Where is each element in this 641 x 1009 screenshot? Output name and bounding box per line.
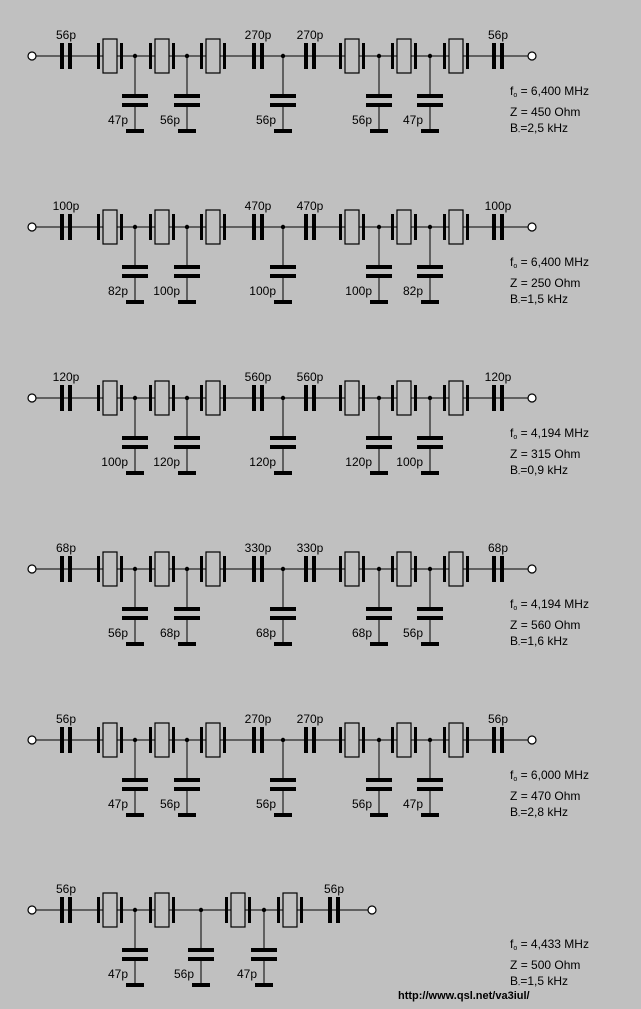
ground-symbol	[274, 642, 292, 646]
ground-symbol	[178, 471, 196, 475]
junction-dot	[428, 738, 432, 742]
ground-symbol	[370, 813, 388, 817]
junction-dot	[428, 396, 432, 400]
junction-dot	[377, 567, 381, 571]
series-capacitor	[56, 882, 76, 923]
junction-dot	[133, 738, 137, 742]
shunt-capacitor-label: 56p	[402, 626, 423, 640]
ground-symbol	[274, 813, 292, 817]
output-terminal	[528, 565, 536, 573]
shunt-capacitor-label: 68p	[159, 626, 180, 640]
input-terminal	[28, 736, 36, 744]
series-capacitor-label: 56p	[55, 712, 77, 726]
series-capacitor	[245, 712, 272, 753]
ground-symbol	[274, 471, 292, 475]
ground-symbol	[370, 129, 388, 133]
filter-circuit-4	[28, 541, 536, 646]
series-capacitor	[485, 199, 512, 240]
ground-symbol	[370, 300, 388, 304]
ground-symbol	[178, 642, 196, 646]
ground-symbol	[274, 300, 292, 304]
shunt-capacitor-label: 47p	[107, 113, 128, 127]
series-capacitor-label: 270p	[296, 28, 324, 42]
series-capacitor-label: 560p	[296, 370, 324, 384]
junction-dot	[377, 54, 381, 58]
output-terminal	[528, 223, 536, 231]
junction-dot	[281, 54, 285, 58]
ground-symbol	[255, 983, 273, 987]
series-capacitor-label: 270p	[244, 28, 272, 42]
shunt-capacitor-label: 68p	[351, 626, 372, 640]
shunt-capacitor-label: 100p	[153, 284, 180, 298]
series-capacitor	[297, 541, 324, 582]
series-capacitor-label: 270p	[244, 712, 272, 726]
filter-1-params: $f_o = 6,400$ MHz Z = 450 Ohm $B_-=2,5$ kHz	[510, 84, 589, 136]
series-capacitor	[53, 199, 80, 240]
shunt-capacitor	[249, 227, 296, 304]
junction-dot	[185, 567, 189, 571]
series-capacitor-label: 56p	[55, 882, 77, 896]
shunt-capacitor-label: 56p	[159, 113, 180, 127]
ground-symbol	[126, 129, 144, 133]
series-capacitor	[56, 541, 76, 582]
ground-symbol	[274, 129, 292, 133]
junction-dot	[377, 738, 381, 742]
ground-symbol	[192, 983, 210, 987]
junction-dot	[133, 396, 137, 400]
junction-dot	[185, 396, 189, 400]
series-capacitor	[56, 28, 76, 69]
shunt-capacitor-label: 56p	[351, 113, 372, 127]
series-capacitor-label: 330p	[296, 541, 324, 555]
series-capacitor	[297, 712, 324, 753]
junction-dot	[428, 225, 432, 229]
series-capacitor-label: 120p	[52, 370, 80, 384]
filter-5-params: $f_o = 6,000$ MHz Z = 470 Ohm $B_-=2,8$ kHz	[510, 768, 589, 820]
series-capacitor	[245, 199, 272, 240]
series-capacitor-label: 56p	[55, 28, 77, 42]
ground-symbol	[421, 129, 439, 133]
filter-circuit-2	[28, 199, 536, 304]
series-capacitor	[324, 882, 344, 923]
output-terminal	[528, 394, 536, 402]
series-capacitor	[488, 28, 508, 69]
filter-4-params: $f_o = 4,194$ MHz Z = 560 Ohm $B_-=1,6$ kHz	[510, 597, 589, 649]
filter-6-params: $f_o = 4,433$ MHz Z = 500 Ohm $B_-=1,5$ kHz	[510, 937, 589, 989]
series-capacitor	[245, 541, 272, 582]
series-capacitor	[297, 370, 324, 411]
series-capacitor-label: 100p	[484, 199, 512, 213]
shunt-capacitor-label: 100p	[396, 455, 423, 469]
output-terminal	[528, 52, 536, 60]
junction-dot	[281, 396, 285, 400]
series-capacitor-label: 270p	[296, 712, 324, 726]
shunt-capacitor-label: 120p	[249, 455, 276, 469]
series-capacitor	[53, 370, 80, 411]
junction-dot	[199, 908, 203, 912]
junction-dot	[281, 225, 285, 229]
series-capacitor-label: 56p	[487, 28, 509, 42]
shunt-capacitor	[174, 910, 214, 987]
ground-symbol	[126, 813, 144, 817]
shunt-capacitor-label: 56p	[255, 113, 276, 127]
junction-dot	[185, 54, 189, 58]
series-capacitor	[297, 28, 324, 69]
ground-symbol	[370, 471, 388, 475]
ground-symbol	[421, 300, 439, 304]
filter-circuit-6	[28, 882, 376, 987]
junction-dot	[133, 225, 137, 229]
junction-dot	[185, 225, 189, 229]
shunt-capacitor	[249, 398, 296, 475]
shunt-capacitor-label: 47p	[402, 113, 423, 127]
ground-symbol	[126, 300, 144, 304]
series-capacitor	[56, 712, 76, 753]
filter-circuit-1	[28, 28, 536, 133]
filter-3-params: $f_o = 4,194$ MHz Z = 315 Ohm $B_-=0,9$ kHz	[510, 426, 589, 478]
output-terminal	[368, 906, 376, 914]
shunt-capacitor-label: 56p	[351, 797, 372, 811]
series-capacitor	[488, 712, 508, 753]
filter-circuit-3	[28, 370, 536, 475]
series-capacitor-label: 100p	[52, 199, 80, 213]
ground-symbol	[126, 983, 144, 987]
series-capacitor-label: 330p	[244, 541, 272, 555]
shunt-capacitor-label: 82p	[107, 284, 128, 298]
ground-symbol	[178, 129, 196, 133]
junction-dot	[377, 225, 381, 229]
series-capacitor	[245, 370, 272, 411]
series-capacitor	[488, 541, 508, 582]
input-terminal	[28, 565, 36, 573]
ground-symbol	[178, 300, 196, 304]
junction-dot	[428, 567, 432, 571]
input-terminal	[28, 52, 36, 60]
series-capacitor	[245, 28, 272, 69]
junction-dot	[262, 908, 266, 912]
junction-dot	[377, 396, 381, 400]
junction-dot	[281, 567, 285, 571]
ground-symbol	[126, 642, 144, 646]
ground-symbol	[421, 642, 439, 646]
shunt-capacitor-label: 56p	[173, 967, 194, 981]
shunt-capacitor-label: 47p	[236, 967, 257, 981]
series-capacitor-label: 470p	[296, 199, 324, 213]
shunt-capacitor-label: 120p	[345, 455, 372, 469]
ground-symbol	[370, 642, 388, 646]
input-terminal	[28, 394, 36, 402]
ground-symbol	[126, 471, 144, 475]
series-capacitor-label: 56p	[487, 712, 509, 726]
shunt-capacitor-label: 56p	[159, 797, 180, 811]
shunt-capacitor-label: 68p	[255, 626, 276, 640]
shunt-capacitor-label: 47p	[107, 797, 128, 811]
series-capacitor-label: 68p	[55, 541, 77, 555]
junction-dot	[428, 54, 432, 58]
input-terminal	[28, 223, 36, 231]
series-capacitor-label: 56p	[323, 882, 345, 896]
series-capacitor	[297, 199, 324, 240]
shunt-capacitor-label: 47p	[107, 967, 128, 981]
series-capacitor-label: 470p	[244, 199, 272, 213]
series-capacitor-label: 68p	[487, 541, 509, 555]
junction-dot	[185, 738, 189, 742]
shunt-capacitor-label: 100p	[101, 455, 128, 469]
series-capacitor-label: 120p	[484, 370, 512, 384]
shunt-capacitor-label: 100p	[249, 284, 276, 298]
series-capacitor-label: 560p	[244, 370, 272, 384]
junction-dot	[133, 54, 137, 58]
shunt-capacitor-label: 120p	[153, 455, 180, 469]
series-capacitor	[485, 370, 512, 411]
ground-symbol	[421, 471, 439, 475]
ground-symbol	[421, 813, 439, 817]
junction-dot	[133, 908, 137, 912]
shunt-capacitor-label: 56p	[107, 626, 128, 640]
input-terminal	[28, 906, 36, 914]
shunt-capacitor-label: 47p	[402, 797, 423, 811]
shunt-capacitor-label: 56p	[255, 797, 276, 811]
shunt-capacitor-label: 100p	[345, 284, 372, 298]
source-url-link[interactable]: http://www.qsl.net/va3iul/	[398, 990, 530, 1002]
shunt-capacitor-label: 82p	[402, 284, 423, 298]
filter-circuit-5	[28, 712, 536, 817]
junction-dot	[281, 738, 285, 742]
ground-symbol	[178, 813, 196, 817]
output-terminal	[528, 736, 536, 744]
filter-2-params: $f_o = 6,400$ MHz Z = 250 Ohm $B_-=1,5$ kHz	[510, 255, 589, 307]
junction-dot	[133, 567, 137, 571]
